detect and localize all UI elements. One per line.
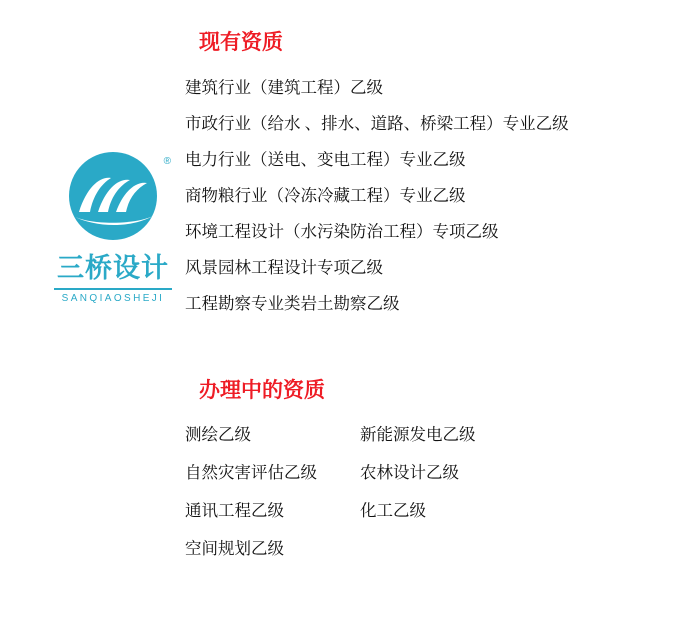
list-item: 电力行业（送电、变电工程）专业乙级 <box>185 150 466 169</box>
list-item: 空间规划乙级 <box>185 539 284 558</box>
section-title-existing: 现有资质 <box>199 30 283 54</box>
section-title-pending: 办理中的资质 <box>199 378 325 402</box>
qualifications-content <box>185 26 685 568</box>
section-existing-qualifications <box>185 26 685 322</box>
logo-divider <box>54 288 172 290</box>
pending-qualification-grid <box>185 416 685 568</box>
list-item: 建筑行业（建筑工程）乙级 <box>185 78 383 97</box>
logo-company-name: 三桥设计 <box>57 253 169 284</box>
list-item: 测绘乙级 <box>185 425 251 444</box>
list-item: 商物粮行业（冷冻冷藏工程）专业乙级 <box>185 186 466 205</box>
registered-trademark-icon: ® <box>163 156 171 167</box>
list-item: 环境工程设计（水污染防治工程）专项乙级 <box>185 222 499 241</box>
list-item: 市政行业（给水 、排水、道路、桥梁工程）专业乙级 <box>185 114 569 133</box>
section-pending-qualifications <box>185 374 685 568</box>
logo-wave-icon <box>57 150 169 242</box>
list-item: 通讯工程乙级 <box>185 501 284 520</box>
list-item: 风景园林工程设计专项乙级 <box>185 258 383 277</box>
list-item: 新能源发电乙级 <box>360 425 476 444</box>
company-logo <box>48 150 178 304</box>
list-item: 自然灾害评估乙级 <box>185 463 317 482</box>
list-item: 化工乙级 <box>360 501 426 520</box>
list-item: 工程勘察专业类岩土勘察乙级 <box>185 294 400 313</box>
existing-qualification-list <box>185 70 685 322</box>
list-item: 农林设计乙级 <box>360 463 459 482</box>
logo-pinyin: SANQIAOSHEJI <box>61 293 165 304</box>
